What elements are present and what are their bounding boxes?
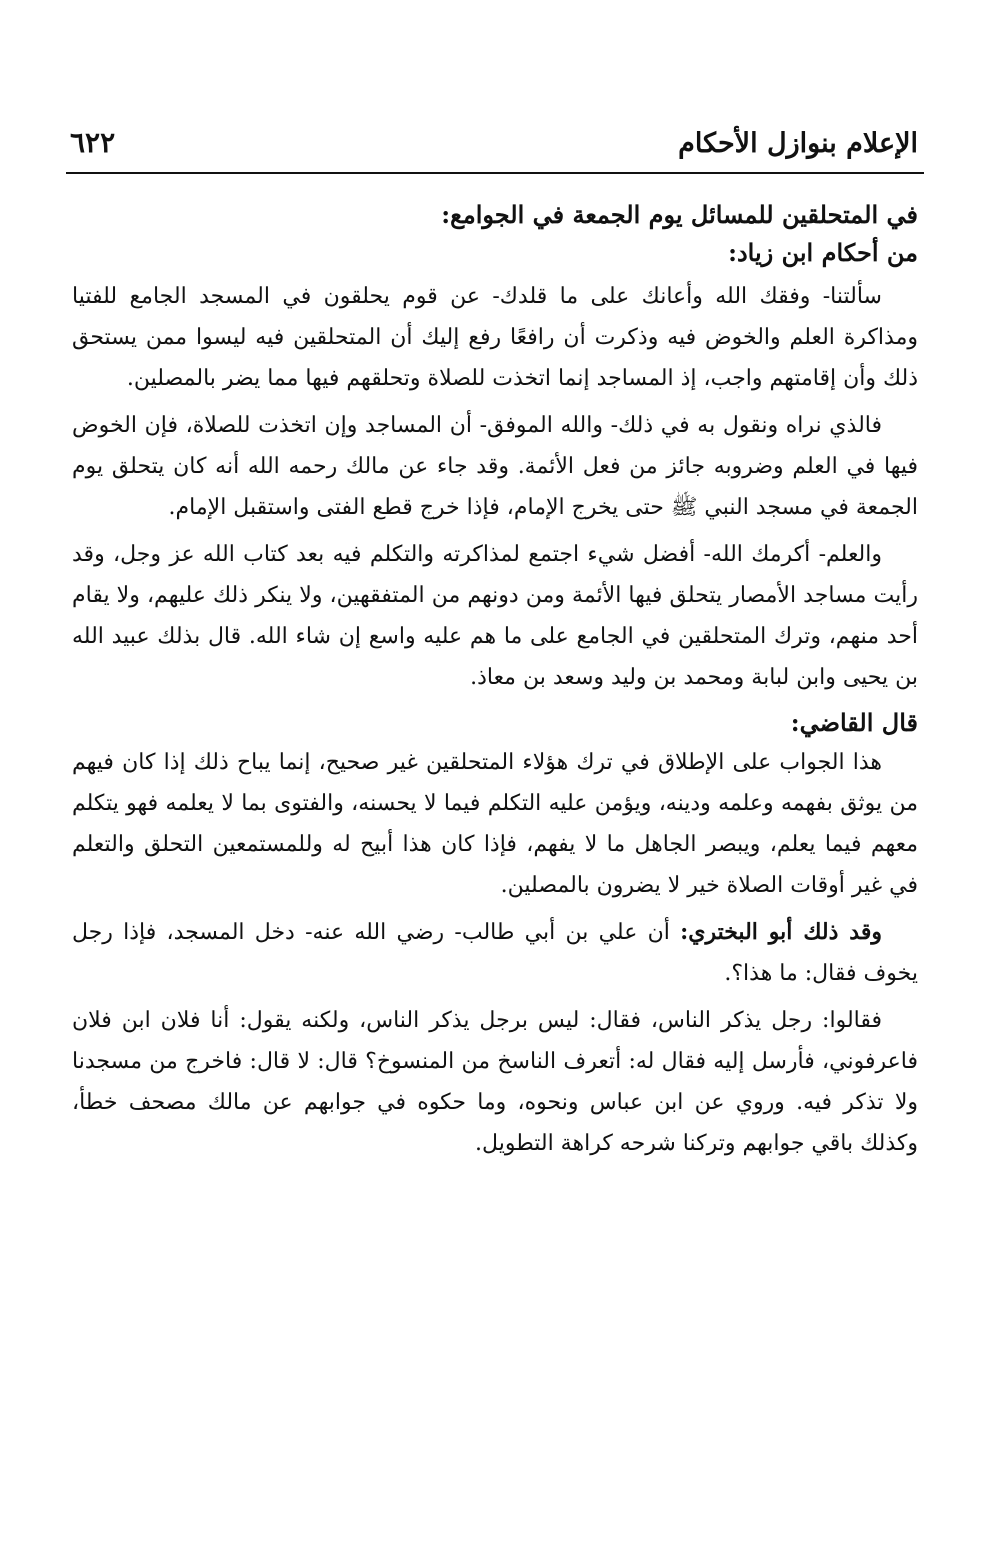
paragraph: سألتنا- وفقك الله وأعانك على ما قلدك- عن قوم يحلقون في المسجد الجامع للفتيا ومذاكرة العلم والخوض فيه وذكرت أن رافعًا رفع إليك أن المتحلقين فيه ليسوا ممن يستحق ذلك وأن إقامتهم واجب، إذ المساجد إنما اتخذت للصلاة وتحلقهم فيها مما يضر بالمصلين. — [72, 284, 918, 391]
subsection-heading: من أحكام ابن زياد: — [728, 238, 918, 267]
running-title: الإعلام بنوازل الأحكام — [678, 128, 918, 159]
page-content — [66, 196, 924, 1164]
paragraph: فالذي نراه ونقول به في ذلك- والله الموفق- أن المساجد وإن اتخذت للصلاة، فإن الخوض فيها في العلم وضروبه جائز من فعل الأئمة. وقد جاء عن مالك رحمه الله أنه كان يتحلق يوم الجمعة في مسجد النبي ﷺ حتى يخرج الإمام، فإذا خرج قطع الفتى واستقبل الإمام. — [72, 413, 918, 520]
book-page — [66, 118, 924, 1170]
page-number: ٦٢٢ — [70, 126, 116, 159]
section-heading: في المتحلقين للمسائل يوم الجمعة في الجوامع: — [441, 200, 918, 229]
paragraph: والعلم- أكرمك الله- أفضل شيء اجتمع لمذاكرته والتكلم فيه بعد كتاب الله عز وجل، وقد رأيت مساجد الأمصار يتحلق فيها الأئمة ومن دونهم من المتفقهين، ولا ينكر ذلك عليهم، ولا يقام أحد منهم، وترك المتحلقين في الجامع على ما هم عليه واسع إن شاء الله. قال بذلك عبيد الله بن يحيى وابن لبابة ومحمد بن وليد وسعد بن معاذ. — [72, 542, 918, 690]
paragraph — [66, 912, 924, 994]
paragraph-text: أن علي بن أبي طالب- رضي الله عنه- دخل المسجد، فإذا رجل يخوف فقال: ما هذا؟. — [72, 920, 918, 986]
header-rule — [66, 172, 924, 174]
page-header — [66, 118, 924, 168]
paragraph-lead: وقد ذلك أبو البختري: — [680, 919, 882, 945]
subsection-heading: قال القاضي: — [790, 708, 918, 737]
paragraph: هذا الجواب على الإطلاق في ترك هؤلاء المتحلقين غير صحيح، إنما يباح ذلك إذا كان فيهم من يوثق بفهمه وعلمه ودينه، ويؤمن عليه التكلم فيما لا يحسنه، والفتوى بما لا يعلمه فهو يتكلم معهم فيما يعلم، ويبصر الجاهل ما لا يفهم، فإذا كان هذا أبيح له وللمستمعين التحلق والتعلم في غير أوقات الصلاة خير لا يضرون بالمصلين. — [72, 750, 918, 898]
paragraph: فقالوا: رجل يذكر الناس، فقال: ليس برجل يذكر الناس، ولكنه يقول: أنا فلان ابن فلان فاعرفوني، فأرسل إليه فقال له: أتعرف الناسخ من المنسوخ؟ قال: لا قال: فاخرج من مسجدنا ولا تذكر فيه. وروي عن ابن عباس ونحوه، وما حكوه في جوابهم عن مالك مصحف خطأ، وكذلك باقي جوابهم وتركنا شرحه كراهة التطويل. — [72, 1008, 918, 1156]
